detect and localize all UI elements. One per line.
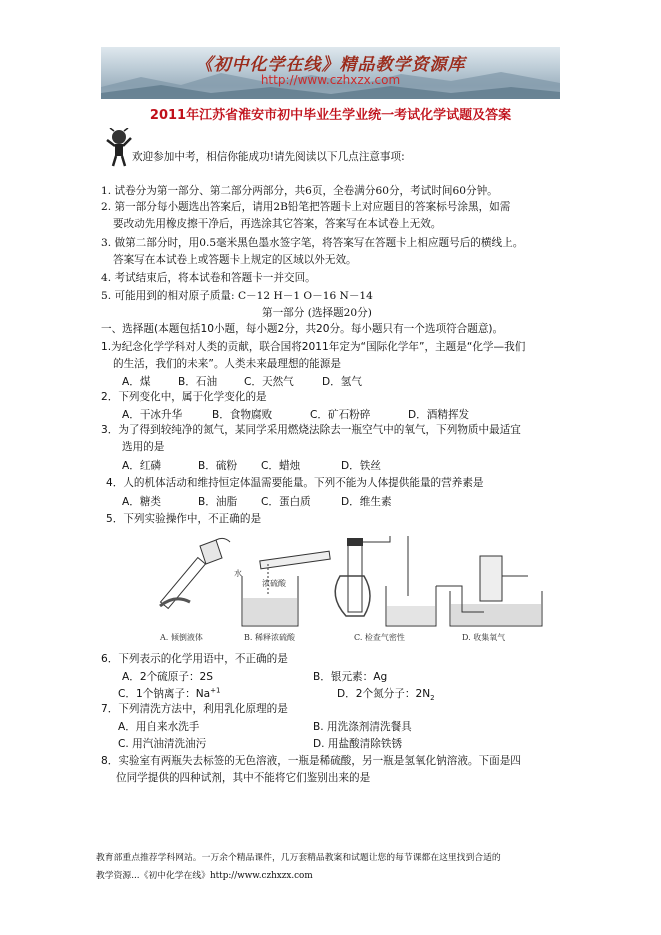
- figure-label-d: D. 收集氧气: [462, 633, 506, 642]
- q4-option-c[interactable]: C．蛋白质: [261, 496, 311, 508]
- page-title: 2011年江苏省淮安市初中毕业生学业统一考试化学试题及答案: [149, 108, 512, 123]
- q1-option-b[interactable]: B．石油: [178, 376, 218, 388]
- figure-label-c: C. 检查气密性: [354, 633, 405, 642]
- note-2: 2. 第一部分每小题选出答案后，请用2B铅笔把答题卡上对应题目的答案标号涂黑，如需: [101, 201, 511, 213]
- q3-option-b[interactable]: B．硫粉: [198, 460, 238, 472]
- q7-option-d[interactable]: D. 用盐酸清除铁锈: [313, 738, 403, 750]
- q7-option-c[interactable]: C. 用汽油清洗油污: [118, 738, 207, 750]
- collect-oxygen-illustration: [436, 556, 542, 626]
- q6-option-b[interactable]: B．银元素：Ag: [313, 671, 388, 683]
- section-heading: 一、选择题(本题包括10小题，每小题2分，共20分。每小题只有一个选项符合题意)。: [101, 323, 504, 335]
- q6-c-superscript: +1: [210, 686, 221, 695]
- q5-stem: 5．下列实验操作中，不正确的是: [106, 513, 262, 525]
- q2-option-a[interactable]: A．干冰升华: [122, 409, 183, 421]
- banner-url[interactable]: http://www.czhxzx.com: [260, 73, 401, 87]
- page-footer: [96, 849, 566, 885]
- site-banner: [101, 47, 560, 99]
- q3-stem-2: 选用的是: [122, 441, 165, 453]
- q1-stem-2: 的生活，我们的未来”。人类未来最理想的能源是: [113, 358, 341, 370]
- q6-option-d[interactable]: D．2个氮分子：$2N_2$: [337, 688, 435, 703]
- q6-option-a[interactable]: A．2个硫原子：2S: [122, 671, 214, 683]
- q7-option-a[interactable]: A．用自来水洗手: [118, 721, 200, 733]
- figure-label-a: A. 倾倒液体: [160, 633, 203, 642]
- q4-option-a[interactable]: A．糖类: [122, 496, 162, 508]
- q4-stem: 4．人的机体活动和维持恒定体温需要能量。下列不能为人体提供能量的营养素是: [106, 477, 484, 489]
- note-5: 5. 可能用到的相对原子质量: C－12 H－1 O－16 N－14: [101, 290, 373, 302]
- q2-option-b[interactable]: B．食物腐败: [212, 409, 273, 421]
- airtightness-check-illustration: [335, 536, 436, 626]
- q6-option-c[interactable]: C．1个钠离子：$Na^{+1}$: [118, 686, 221, 700]
- note-2b: 要改动先用橡皮擦干净后，再选涂其它答案，答案写在本试卷上无效。: [113, 218, 442, 230]
- q2-option-c[interactable]: C．矿石粉碎: [310, 409, 371, 421]
- q6-stem: 6．下列表示的化学用语中，不正确的是: [101, 653, 288, 665]
- student-cartoon-icon: [104, 128, 134, 168]
- part1-heading: 第一部分 (选择题20分): [262, 307, 372, 319]
- note-3b: 答案写在本试卷上或答题卡上规定的区域以外无效。: [113, 254, 357, 266]
- q3-stem-1: 3．为了得到较纯净的氮气，某同学采用燃烧法除去一瓶空气中的氧气，下列物质中最适宜: [101, 424, 521, 436]
- q4-option-b[interactable]: B．油脂: [198, 496, 238, 508]
- figure-label-b: B. 稀释浓硫酸: [244, 633, 295, 642]
- q1-option-c[interactable]: C．天然气: [244, 376, 294, 388]
- banner-title: 《初中化学在线》精品教学资源库: [195, 55, 466, 75]
- footer-line-1: 教育部重点推荐学科网站。一万余个精品课件，几万套精品教案和试题让您的每节课都在这里找到合适的: [96, 853, 501, 863]
- intro-text: 欢迎参加中考，相信你能成功!请先阅读以下几点注意事项:: [132, 151, 405, 163]
- figure-text-water: 水: [234, 569, 242, 578]
- figure-text-acid: 浓硫酸: [262, 579, 286, 588]
- q4-option-d[interactable]: D．维生素: [341, 496, 392, 508]
- pouring-liquid-illustration: [160, 538, 230, 608]
- q1-stem-1: 1.为纪念化学学科对人类的贡献，联合国将2011年定为“国际化学年”，主题是“化学—我们: [101, 341, 526, 353]
- note-1: 1. 试卷分为第一部分、第二部分两部分，共6页，全卷满分60分，考试时间60分钟。: [101, 185, 498, 197]
- q3-option-a[interactable]: A．红磷: [122, 460, 162, 472]
- q3-option-c[interactable]: C．蜡烛: [261, 460, 301, 472]
- note-3: 3. 做第二部分时，用0.5毫米黑色墨水签字笔，将答案写在答题卡上相应题号后的横线上。: [101, 237, 524, 249]
- q1-option-a[interactable]: A．煤: [122, 376, 151, 388]
- dilute-acid-illustration: [242, 551, 330, 626]
- q8-stem-2: 位同学提供的四种试剂，其中不能将它们鉴别出来的是: [116, 772, 371, 784]
- q3-option-d[interactable]: D．铁丝: [341, 460, 381, 472]
- note-4: 4. 考试结束后，将本试卷和答题卡一并交回。: [101, 272, 316, 284]
- q2-option-d[interactable]: D．酒精挥发: [408, 409, 470, 421]
- q6-d-subscript: 2: [430, 694, 435, 703]
- q2-stem: 2．下列变化中，属于化学变化的是: [101, 391, 267, 403]
- q8-stem-1: 8．实验室有两瓶失去标签的无色溶液，一瓶是稀硫酸，另一瓶是氢氧化钠溶液。下面是四: [101, 755, 521, 767]
- lab-operations-figure: [150, 536, 552, 644]
- q7-option-b[interactable]: B. 用洗涤剂清洗餐具: [313, 721, 412, 733]
- footer-line-2[interactable]: 教学资源...《初中化学在线》http://www.czhxzx.com: [96, 871, 313, 881]
- q1-option-d[interactable]: D．氢气: [322, 376, 362, 388]
- q7-stem: 7．下列清洗方法中，利用乳化原理的是: [101, 703, 288, 715]
